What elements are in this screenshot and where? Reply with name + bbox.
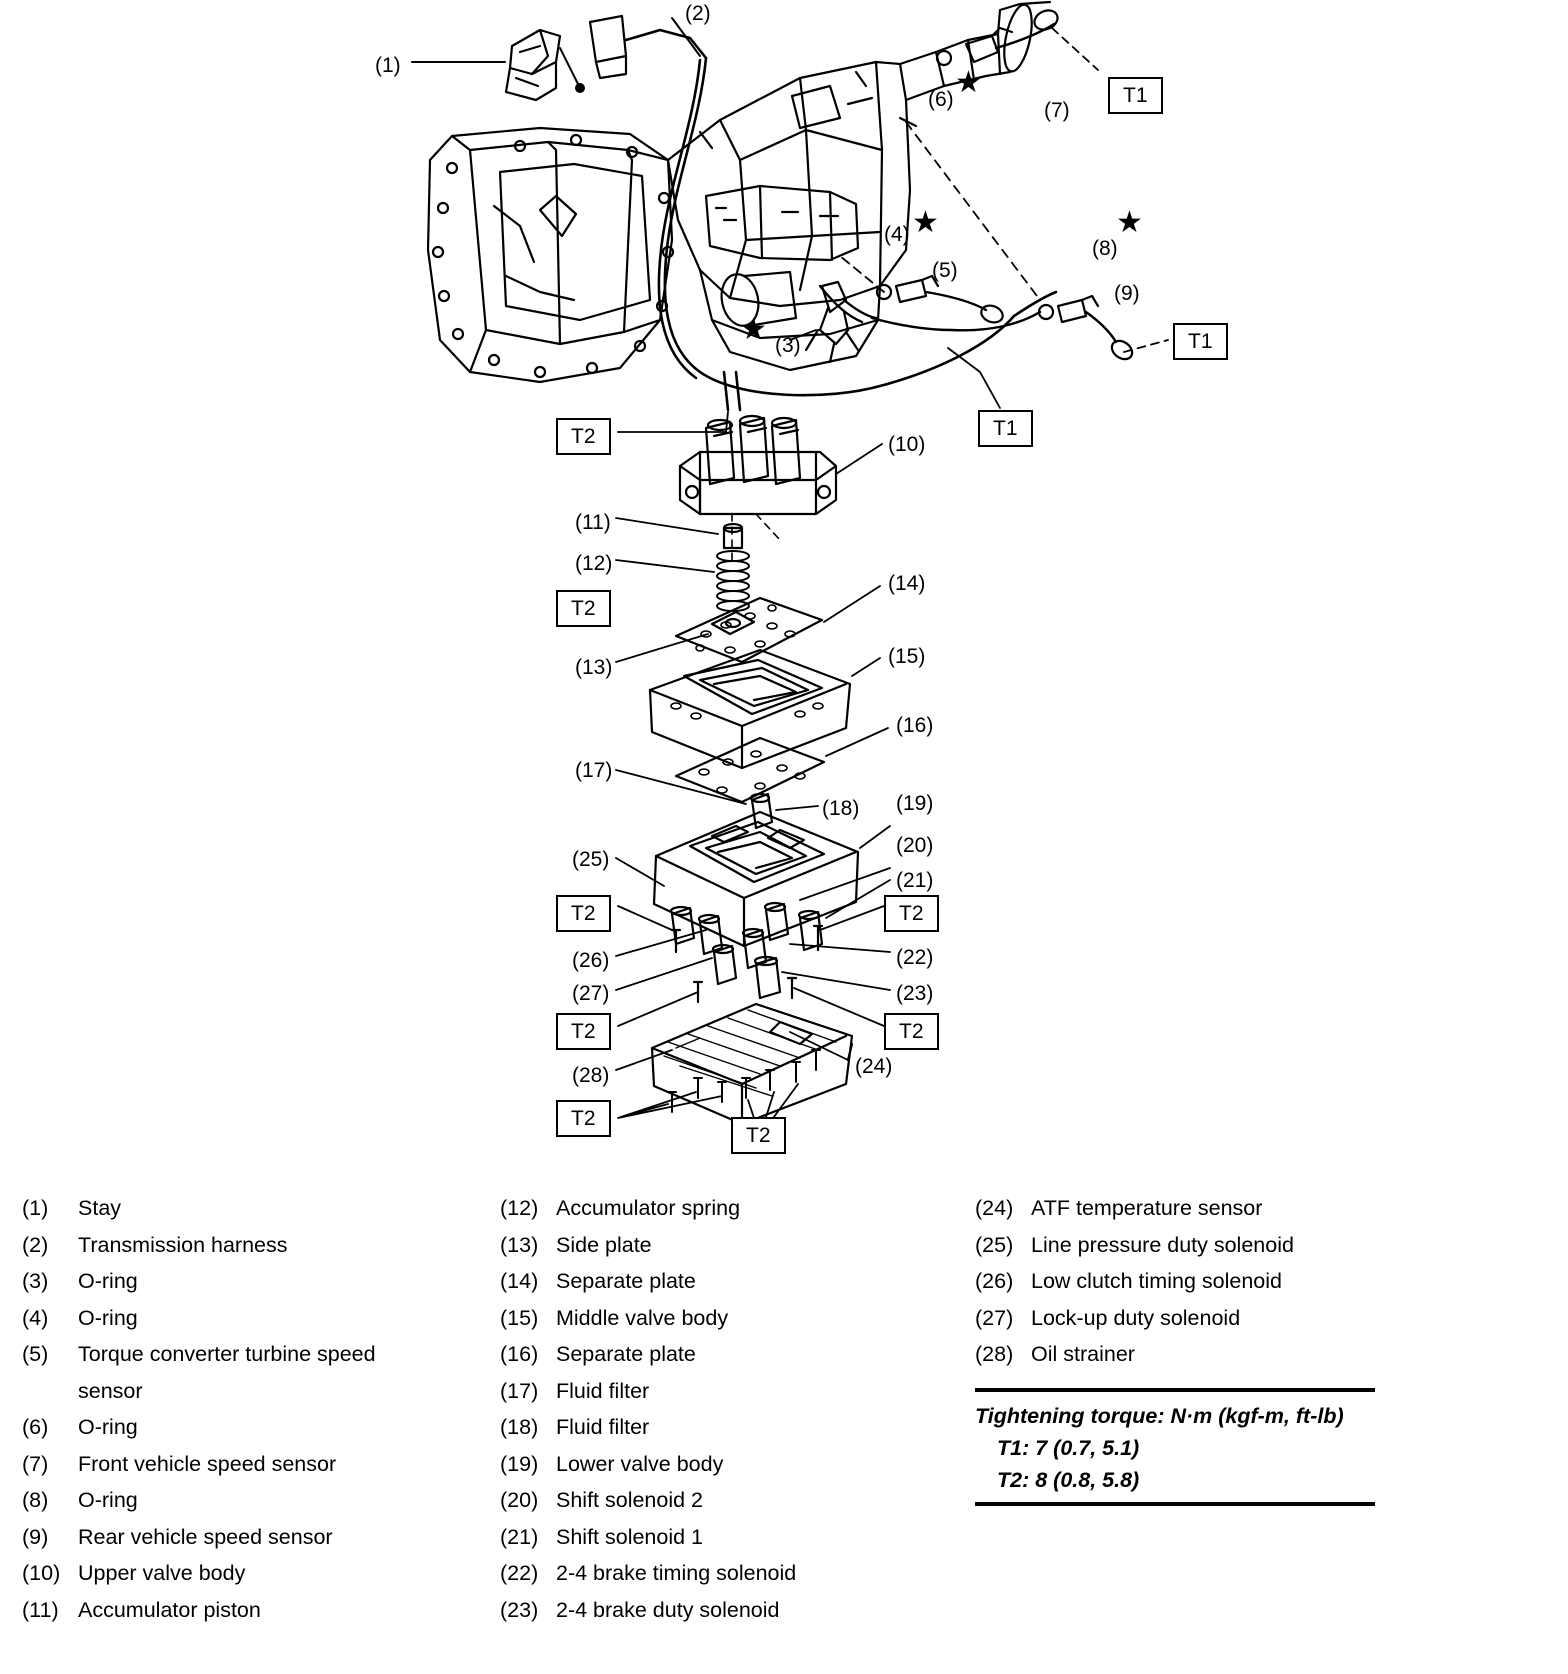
legend-number: (26) bbox=[975, 1269, 1014, 1293]
callout-11: (11) bbox=[575, 511, 611, 534]
torque-tag-t2-g: T2 bbox=[556, 1100, 611, 1137]
legend-item bbox=[22, 1227, 492, 1264]
legend-item bbox=[500, 1373, 970, 1410]
callout-12: (12) bbox=[575, 552, 613, 575]
legend-label: 2-4 brake duty solenoid bbox=[556, 1597, 780, 1622]
legend-number: (3) bbox=[22, 1269, 49, 1293]
torque-tag-t1-b: T1 bbox=[1173, 323, 1228, 360]
callout-6: (6) bbox=[928, 88, 954, 111]
legend-label: Shift solenoid 2 bbox=[556, 1488, 704, 1512]
legend-item bbox=[22, 1300, 492, 1337]
legend-number: (22) bbox=[500, 1561, 539, 1585]
legend-number: (9) bbox=[22, 1524, 49, 1549]
legend-label: Fluid filter bbox=[556, 1415, 650, 1439]
callout-27: (27) bbox=[572, 982, 610, 1005]
legend-label-line1: Torque converter turbine speed bbox=[78, 1342, 376, 1366]
legend-column-2 bbox=[500, 1190, 970, 1628]
legend-label: Line pressure duty solenoid bbox=[1031, 1232, 1294, 1257]
legend-label: Upper valve body bbox=[78, 1561, 246, 1585]
callout-17: (17) bbox=[575, 759, 613, 782]
callout-21: (21) bbox=[896, 869, 934, 892]
legend-label: Accumulator spring bbox=[556, 1196, 741, 1220]
legend-number: (1) bbox=[22, 1196, 49, 1220]
legend-number: (8) bbox=[22, 1488, 49, 1512]
callout-16: (16) bbox=[896, 714, 934, 737]
callout-28: (28) bbox=[572, 1064, 610, 1087]
legend-label: Middle valve body bbox=[556, 1305, 729, 1330]
legend-number: (17) bbox=[500, 1378, 539, 1403]
legend-number: (28) bbox=[975, 1342, 1014, 1366]
callout-15: (15) bbox=[888, 645, 926, 668]
legend-item bbox=[500, 1446, 970, 1483]
legend-label: O-ring bbox=[78, 1269, 138, 1293]
legend-number: (20) bbox=[500, 1488, 539, 1512]
legend-item bbox=[975, 1263, 1535, 1300]
legend-item bbox=[975, 1336, 1535, 1373]
star-marker-4: ★ bbox=[740, 313, 767, 346]
legend-label: Oil strainer bbox=[1031, 1342, 1135, 1366]
legend-number: (19) bbox=[500, 1451, 539, 1476]
torque-tag-t2-f: T2 bbox=[884, 1013, 939, 1050]
torque-tag-t2-a: T2 bbox=[556, 418, 611, 455]
legend-item bbox=[500, 1592, 970, 1629]
callout-26: (26) bbox=[572, 949, 610, 972]
legend-item bbox=[22, 1190, 492, 1227]
legend-number: (24) bbox=[975, 1196, 1014, 1220]
callout-19: (19) bbox=[896, 792, 934, 815]
legend-number: (4) bbox=[22, 1305, 49, 1330]
legend-label: Separate plate bbox=[556, 1342, 696, 1366]
legend-number: (14) bbox=[500, 1269, 539, 1293]
legend-number: (16) bbox=[500, 1342, 539, 1366]
legend-item bbox=[22, 1555, 492, 1592]
legend-item bbox=[500, 1227, 970, 1264]
legend-label: Lower valve body bbox=[556, 1451, 724, 1476]
legend-item bbox=[22, 1519, 492, 1556]
legend-number: (7) bbox=[22, 1451, 49, 1476]
legend-item bbox=[22, 1592, 492, 1629]
legend-label: O-ring bbox=[78, 1415, 138, 1439]
legend-number: (6) bbox=[22, 1415, 49, 1439]
legend-label: O-ring bbox=[78, 1305, 138, 1330]
legend-item bbox=[500, 1409, 970, 1446]
legend-item bbox=[500, 1519, 970, 1556]
torque-note-title: Tightening torque: N·m (kgf-m, ft-lb) bbox=[975, 1404, 1344, 1428]
legend-item bbox=[22, 1336, 492, 1409]
parts-legend bbox=[0, 1190, 1568, 1674]
legend-item bbox=[22, 1263, 492, 1300]
torque-tag-t2-h: T2 bbox=[731, 1117, 786, 1154]
legend-label: Transmission harness bbox=[78, 1232, 288, 1257]
torque-tag-t2-b: T2 bbox=[556, 590, 611, 627]
star-marker-1: ★ bbox=[955, 66, 982, 99]
legend-item bbox=[22, 1409, 492, 1446]
legend-item bbox=[22, 1482, 492, 1519]
legend-label: Front vehicle speed sensor bbox=[78, 1451, 337, 1476]
legend-label: Low clutch timing solenoid bbox=[1031, 1269, 1282, 1293]
legend-item bbox=[975, 1227, 1535, 1264]
legend-item bbox=[975, 1300, 1535, 1337]
legend-item bbox=[22, 1446, 492, 1483]
legend-item bbox=[500, 1555, 970, 1592]
legend-number: (12) bbox=[500, 1196, 539, 1220]
legend-label: Side plate bbox=[556, 1232, 652, 1257]
callout-24: (24) bbox=[855, 1055, 893, 1078]
legend-label: Shift solenoid 1 bbox=[556, 1524, 704, 1549]
torque-note-t1: T1: 7 (0.7, 5.1) bbox=[997, 1436, 1140, 1460]
legend-number: (11) bbox=[22, 1597, 59, 1622]
star-marker-3: ★ bbox=[1116, 206, 1143, 239]
legend-label: Accumulator piston bbox=[78, 1597, 261, 1622]
torque-tag-t2-d: T2 bbox=[884, 895, 939, 932]
legend-label: Lock-up duty solenoid bbox=[1031, 1305, 1241, 1330]
legend-column-1 bbox=[22, 1190, 492, 1628]
torque-tag-t1-c: T1 bbox=[978, 410, 1033, 447]
callout-10: (10) bbox=[888, 433, 926, 456]
legend-item bbox=[500, 1336, 970, 1373]
callout-13: (13) bbox=[575, 656, 613, 679]
legend-label: Separate plate bbox=[556, 1269, 696, 1293]
callout-2: (2) bbox=[685, 2, 711, 25]
torque-tag-t2-c: T2 bbox=[556, 895, 611, 932]
callout-3: (3) bbox=[775, 334, 801, 357]
torque-tag-t2-e: T2 bbox=[556, 1013, 611, 1050]
callout-14: (14) bbox=[888, 572, 926, 595]
legend-number: (18) bbox=[500, 1415, 539, 1439]
torque-tag-t1-a: T1 bbox=[1108, 77, 1163, 114]
legend-column-3 bbox=[975, 1190, 1535, 1373]
star-marker-2: ★ bbox=[912, 206, 939, 239]
callout-4: (4) bbox=[884, 223, 910, 246]
legend-number: (13) bbox=[500, 1232, 539, 1257]
legend-label: Rear vehicle speed sensor bbox=[78, 1524, 333, 1549]
callout-25: (25) bbox=[572, 848, 610, 871]
torque-note-t2: T2: 8 (0.8, 5.8) bbox=[997, 1468, 1140, 1492]
legend-label: ATF temperature sensor bbox=[1031, 1196, 1263, 1220]
tightening-torque-note bbox=[975, 1388, 1375, 1506]
legend-number: (10) bbox=[22, 1561, 61, 1585]
legend-item bbox=[500, 1263, 970, 1300]
callout-7: (7) bbox=[1044, 99, 1070, 122]
legend-number: (5) bbox=[22, 1342, 49, 1366]
callout-5: (5) bbox=[932, 259, 958, 282]
callout-1: (1) bbox=[375, 54, 401, 77]
legend-number: (25) bbox=[975, 1232, 1014, 1257]
legend-label: 2-4 brake timing solenoid bbox=[556, 1561, 797, 1585]
callout-8: (8) bbox=[1092, 237, 1118, 260]
legend-item bbox=[975, 1190, 1535, 1227]
callout-23: (23) bbox=[896, 982, 934, 1005]
callout-22: (22) bbox=[896, 946, 934, 969]
legend-number: (23) bbox=[500, 1597, 539, 1622]
legend-number: (21) bbox=[500, 1524, 539, 1549]
legend-item bbox=[500, 1482, 970, 1519]
legend-number: (15) bbox=[500, 1305, 539, 1330]
legend-label: Stay bbox=[78, 1196, 122, 1220]
legend-number: (2) bbox=[22, 1232, 49, 1257]
legend-item bbox=[500, 1300, 970, 1337]
callout-18: (18) bbox=[822, 797, 860, 820]
callout-20: (20) bbox=[896, 834, 934, 857]
callout-9: (9) bbox=[1114, 282, 1140, 305]
legend-label-line2: sensor bbox=[78, 1378, 143, 1403]
legend-item bbox=[500, 1190, 970, 1227]
legend-label bbox=[78, 1336, 492, 1409]
legend-number: (27) bbox=[975, 1305, 1014, 1330]
legend-label: O-ring bbox=[78, 1488, 138, 1512]
legend-label: Fluid filter bbox=[556, 1378, 650, 1403]
